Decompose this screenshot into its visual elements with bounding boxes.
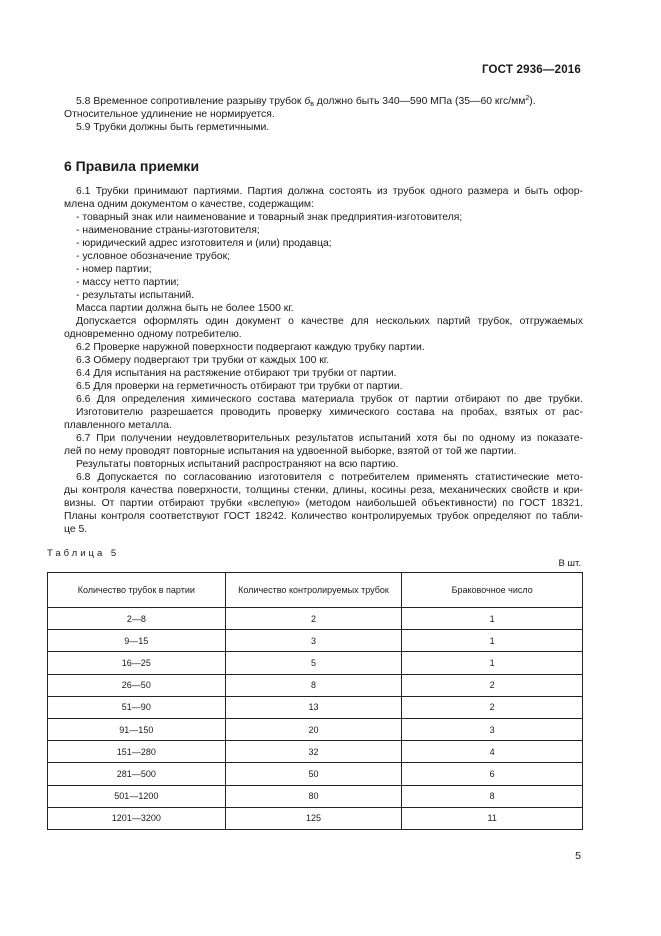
clause-6-8-line2: ды контроля качества поверхности, толщины стенки, длины, косины реза, механических свойств и кри- [64, 485, 583, 496]
clause-6-7-line2: лей по нему проводят повторные испытания на удвоенной выборке, взятой от той же партии. [64, 446, 517, 457]
cell-reject: 2 [402, 674, 583, 696]
cell-sample: 13 [225, 696, 402, 718]
table-row [48, 763, 583, 785]
list-item: - юридический адрес изготовителя и (или) продавца; [76, 238, 332, 249]
sampling-table [47, 572, 583, 830]
cell-reject: 4 [402, 741, 583, 763]
list-item: - условное обозначение трубок; [76, 251, 231, 262]
header-reject-number: Браковочное число [402, 573, 583, 608]
header-sample-size: Количество контролируемых трубок [225, 573, 402, 608]
section-6-title: 6 Правила приемки [64, 158, 200, 174]
cell-sample: 3 [225, 630, 402, 652]
list-item: - результаты испытаний. [76, 290, 195, 301]
cell-batch: 9—15 [48, 630, 226, 652]
list-item: - товарный знак или наименование и товарный знак предприятия-изготовителя; [76, 212, 463, 223]
batch-mass: Масса партии должна быть не более 1500 кг. [76, 303, 294, 314]
cell-sample: 2 [225, 608, 402, 630]
cell-reject: 6 [402, 763, 583, 785]
clause-6-6-line3: плавленного металла. [64, 420, 172, 431]
table-header-row [48, 573, 583, 608]
clause-6-4: 6.4 Для испытания на растяжение отбирают три трубки от партии. [76, 368, 397, 379]
table-row [48, 741, 583, 763]
cell-reject: 3 [402, 718, 583, 740]
cell-batch: 51—90 [48, 696, 226, 718]
list-item: - наименование страны-изготовителя; [76, 225, 260, 236]
table-row [48, 652, 583, 674]
page-number: 5 [575, 850, 581, 862]
cell-reject: 1 [402, 652, 583, 674]
cell-reject: 2 [402, 696, 583, 718]
cell-batch: 151—280 [48, 741, 226, 763]
clause-6-8-line1: 6.8 Допускается по согласованию изготовителя с потребителем применять статистические мето- [76, 472, 583, 483]
unit-superscript: 2 [525, 95, 530, 102]
clause-6-8-line4: Планы контроля соответствуют ГОСТ 18242. Количество контролируемых трубок определяют по табли- [64, 511, 583, 522]
clause-5-8-text-a: 5.8 Временное сопротивление разрыву трубок [76, 96, 305, 107]
clause-6-2: 6.2 Проверке наружной поверхности подвергают каждую трубку партии. [76, 342, 425, 353]
clause-6-8-line3: визны. От партии отбирают трубки «вслепую» (методом наибольшей объективности) по ГОСТ 18321. [64, 498, 583, 509]
cell-sample: 5 [225, 652, 402, 674]
clause-6-1-line2: млена одним документом о качестве, содержащим: [64, 199, 314, 210]
cell-batch: 501—1200 [48, 785, 226, 807]
clause-5-8-text-c: ). [529, 96, 536, 107]
clause-5-8-line1 [76, 95, 536, 108]
table-row [48, 718, 583, 740]
clause-6-8-line5: це 5. [64, 524, 88, 535]
sigma-subscript: в [310, 101, 314, 108]
table-unit: В шт. [558, 558, 581, 569]
cell-batch: 16—25 [48, 652, 226, 674]
cell-reject: 8 [402, 785, 583, 807]
cell-sample: 50 [225, 763, 402, 785]
clause-6-1-line1: 6.1 Трубки принимают партиями. Партия должна состоять из трубок одного размера и быть офор- [76, 186, 583, 197]
clause-5-9: 5.9 Трубки должны быть герметичными. [76, 122, 270, 133]
document-id: ГОСТ 2936—2016 [481, 64, 581, 76]
clause-6-7-line1: 6.7 При получении неудовлетворительных результатов испытаний хотя бы по одному из показате- [76, 433, 583, 444]
table-row [48, 696, 583, 718]
cell-batch: 2—8 [48, 608, 226, 630]
cell-batch: 281—500 [48, 763, 226, 785]
table-row [48, 674, 583, 696]
table-row [48, 630, 583, 652]
cell-sample: 80 [225, 785, 402, 807]
single-document-line1: Допускается оформлять один документ о качестве для нескольких партий трубок, отгружаемых [76, 316, 583, 327]
table-row [48, 807, 583, 829]
cell-reject: 11 [402, 807, 583, 829]
list-item: - массу нетто партии; [76, 277, 180, 288]
cell-sample: 125 [225, 807, 402, 829]
clause-6-5: 6.5 Для проверки на герметичность отбирают три трубки от партии. [76, 381, 403, 392]
clause-6-7-line3: Результаты повторных испытаний распространяют на всю партию. [76, 459, 399, 470]
table-row [48, 608, 583, 630]
cell-batch: 91—150 [48, 718, 226, 740]
table-row [48, 785, 583, 807]
cell-reject: 1 [402, 608, 583, 630]
table-caption: Таблица 5 [47, 548, 120, 559]
list-item: - номер партии; [76, 264, 152, 275]
cell-sample: 32 [225, 741, 402, 763]
cell-batch: 26—50 [48, 674, 226, 696]
clause-5-8-line2: Относительное удлинение не нормируется. [64, 109, 275, 120]
clause-6-6-line1: 6.6 Для определения химического состава материала трубок от партии отбирают по две трубки. [76, 394, 583, 405]
cell-sample: 8 [225, 674, 402, 696]
cell-sample: 20 [225, 718, 402, 740]
clause-6-6-line2: Изготовителю разрешается проводить проверку химического состава на пробах, взятых от рас- [76, 407, 583, 418]
sigma-symbol: б [304, 96, 311, 107]
cell-batch: 1201—3200 [48, 807, 226, 829]
cell-reject: 1 [402, 630, 583, 652]
clause-6-3: 6.3 Обмеру подвергают три трубки от каждых 100 кг. [76, 355, 330, 366]
single-document-line2: одновременно одному потребителю. [64, 329, 242, 340]
clause-5-8-text-b: должно быть 340—590 МПа (35—60 кгс/мм [313, 96, 526, 107]
header-batch-size: Количество трубок в партии [48, 573, 226, 608]
